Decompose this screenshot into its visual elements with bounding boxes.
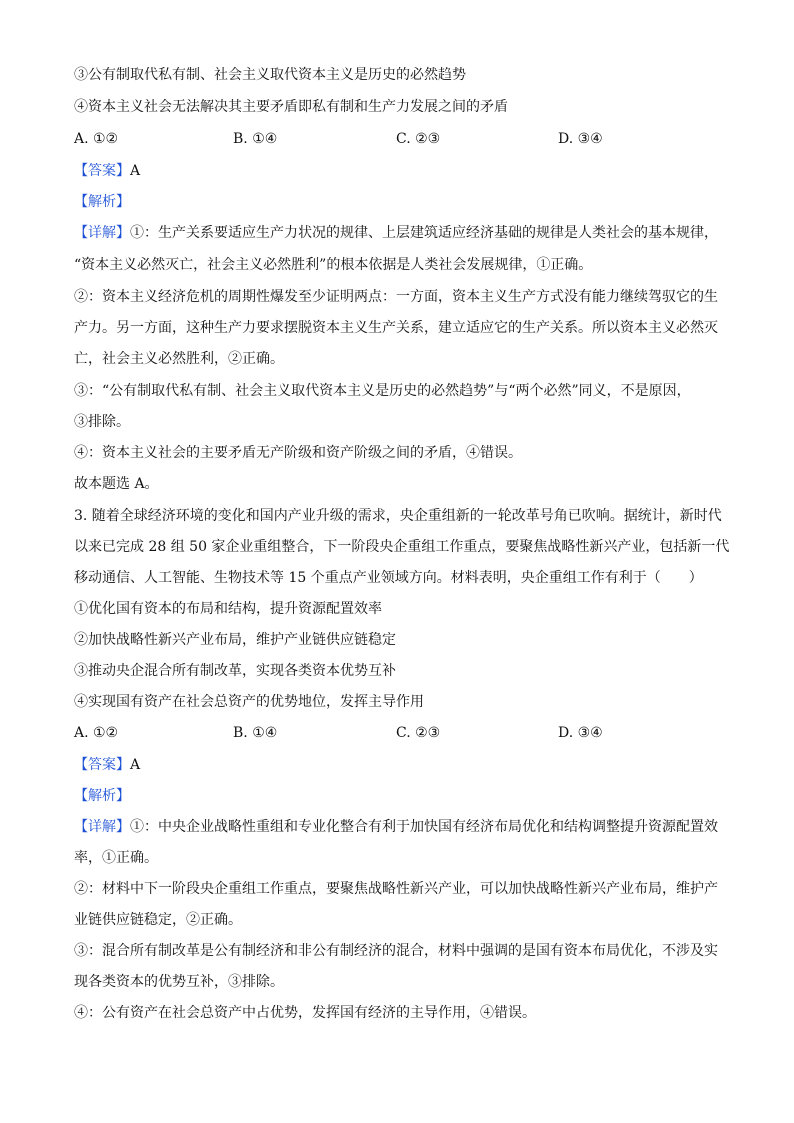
statement-4: ④资本主义社会无法解决其主要矛盾即私有制和生产力发展之间的矛盾	[74, 99, 508, 115]
option-b: B. ①④	[233, 725, 278, 741]
detail-tag: 【详解】	[74, 225, 130, 241]
statement-3: ③推动央企混合所有制改革，实现各类资本优势互补	[74, 663, 396, 679]
statement-1: ①优化国有资本的布局和结构，提升资源配置效率	[74, 601, 382, 617]
explanation-line	[74, 818, 718, 836]
option-b: B. ①④	[233, 131, 278, 147]
explanation-line: ②：资本主义经济危机的周期性爆发至少证明两点：一方面，资本主义生产方式没有能力继续驾驭它的生	[74, 289, 718, 305]
explanation-line: 现各类资本的优势互补，③排除。	[74, 974, 284, 990]
statement-2: ②加快战略性新兴产业布局，维护产业链供应链稳定	[74, 632, 396, 648]
explanation-text: ①：生产关系要适应生产力状况的规律、上层建筑适应经济基础的规律是人类社会的基本规律，	[130, 225, 718, 241]
explanation-line: 亡，社会主义必然胜利，②正确。	[74, 351, 284, 367]
question-stem: 3. 随着全球经济环境的变化和国内产业升级的需求，央企重组新的一轮改革号角已吹响。据统计，新时代	[74, 508, 722, 524]
question-stem: 移动通信、人工智能、生物技术等 15 个重点产业领域方向。材料表明，央企重组工作有利于（ ）	[74, 570, 703, 586]
answer-line	[74, 756, 140, 774]
option-c: C. ②③	[396, 131, 441, 147]
explanation-line: ③排除。	[74, 414, 130, 430]
explanation-text: ①：中央企业战略性重组和专业化整合有利于加快国有经济布局优化和结构调整提升资源配置效	[130, 819, 718, 835]
conclusion-line: 故本题选 A。	[74, 476, 159, 492]
explanation-line: 率，①正确。	[74, 850, 158, 866]
statement-4: ④实现国有资产在社会总资产的优势地位，发挥主导作用	[74, 694, 424, 710]
analysis-tag	[74, 193, 130, 211]
analysis-tag-text: 【解析】	[74, 194, 130, 210]
option-c: C. ②③	[396, 725, 441, 741]
explanation-line: ④：资本主义社会的主要矛盾无产阶级和资产阶级之间的矛盾，④错误。	[74, 445, 522, 461]
option-a: A. ①②	[74, 725, 119, 741]
explanation-line: 产力。另一方面，这种生产力要求摆脱资本主义生产关系，建立适应它的生产关系。所以资本主义必然灭	[74, 320, 718, 336]
option-a: A. ①②	[74, 131, 119, 147]
analysis-tag	[74, 787, 130, 805]
explanation-line: ④：公有资产在社会总资产中占优势，发挥国有经济的主导作用，④错误。	[74, 1005, 536, 1021]
answer-line	[74, 162, 140, 180]
detail-tag: 【详解】	[74, 819, 130, 835]
explanation-line: ③：混合所有制改革是公有制经济和非公有制经济的混合，材料中强调的是国有资本布局优化，不涉及实	[74, 943, 718, 959]
option-d: D. ③④	[558, 131, 603, 147]
answer-tag: 【答案】	[74, 757, 130, 773]
answer-tag: 【答案】	[74, 163, 130, 179]
explanation-line	[74, 224, 718, 242]
statement-3: ③公有制取代私有制、社会主义取代资本主义是历史的必然趋势	[74, 67, 466, 83]
option-d: D. ③④	[558, 725, 603, 741]
explanation-line: 业链供应链稳定，②正确。	[74, 912, 242, 928]
question-stem: 以来已完成 28 组 50 家企业重组整合，下一阶段央企重组工作重点，要聚焦战略性新兴产业，包括新一代	[74, 539, 730, 555]
analysis-tag-text: 【解析】	[74, 788, 130, 804]
explanation-line: “资本主义必然灭亡，社会主义必然胜利”的根本依据是人类社会发展规律，①正确。	[74, 257, 593, 273]
explanation-line: ③：“公有制取代私有制、社会主义取代资本主义是历史的必然趋势”与“两个必然”同义，不是原因，	[74, 383, 691, 399]
answer-value: A	[130, 757, 141, 773]
answer-value: A	[130, 163, 141, 179]
explanation-line: ②：材料中下一阶段央企重组工作重点，要聚焦战略性新兴产业，可以加快战略性新兴产业布局，维护产	[74, 881, 718, 897]
